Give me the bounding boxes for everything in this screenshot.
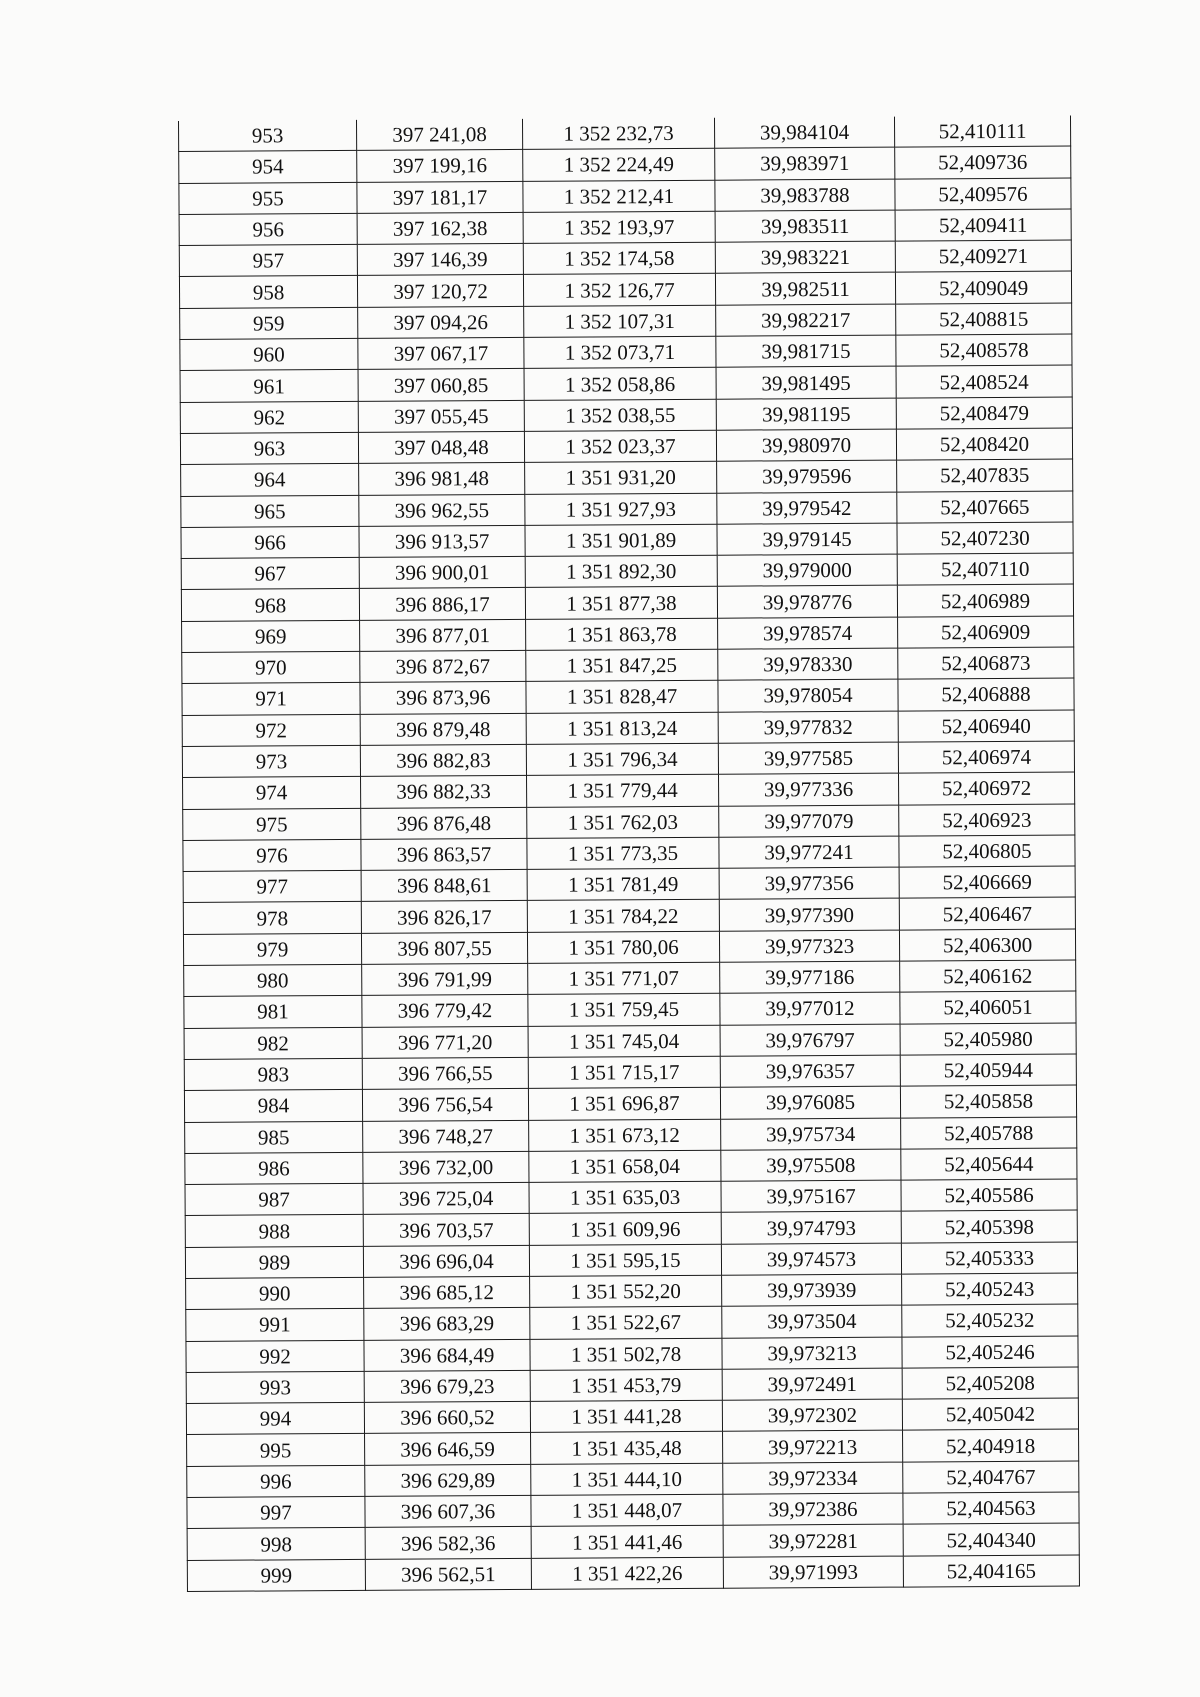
x-coordinate-cell: 397 181,17 <box>357 181 523 213</box>
x-coordinate-cell: 396 826,17 <box>361 901 527 933</box>
longitude-cell: 52,405208 <box>902 1367 1078 1399</box>
longitude-cell: 52,406467 <box>899 897 1075 929</box>
longitude-cell: 52,410111 <box>894 116 1070 148</box>
y-coordinate-cell: 1 352 058,86 <box>524 368 716 400</box>
latitude-cell: 39,979145 <box>717 523 897 555</box>
x-coordinate-cell: 396 725,04 <box>363 1182 529 1214</box>
latitude-cell: 39,971993 <box>723 1556 903 1588</box>
point-number-cell: 981 <box>184 996 362 1028</box>
point-number-cell: 964 <box>181 464 359 496</box>
x-coordinate-cell: 396 913,57 <box>359 525 525 557</box>
y-coordinate-cell: 1 351 453,79 <box>530 1369 722 1401</box>
point-number-cell: 957 <box>179 245 357 277</box>
x-coordinate-cell: 396 807,55 <box>361 932 527 964</box>
latitude-cell: 39,976797 <box>720 1024 900 1056</box>
latitude-cell: 39,973213 <box>722 1337 902 1369</box>
point-number-cell: 976 <box>183 839 361 871</box>
y-coordinate-cell: 1 351 448,07 <box>531 1494 723 1526</box>
longitude-cell: 52,404563 <box>903 1492 1079 1524</box>
y-coordinate-cell: 1 351 435,48 <box>531 1432 723 1464</box>
x-coordinate-cell: 396 582,36 <box>365 1527 531 1559</box>
point-number-cell: 954 <box>179 151 357 183</box>
point-number-cell: 973 <box>182 745 360 777</box>
x-coordinate-cell: 396 629,89 <box>365 1464 531 1496</box>
longitude-cell: 52,404918 <box>903 1429 1079 1461</box>
point-number-cell: 962 <box>180 401 358 433</box>
latitude-cell: 39,977356 <box>719 867 899 899</box>
x-coordinate-cell: 396 981,48 <box>359 463 525 495</box>
longitude-cell: 52,407110 <box>897 553 1073 585</box>
y-coordinate-cell: 1 351 863,78 <box>526 618 718 650</box>
x-coordinate-cell: 396 882,33 <box>361 776 527 808</box>
longitude-cell: 52,407665 <box>897 491 1073 523</box>
point-number-cell: 974 <box>183 777 361 809</box>
x-coordinate-cell: 397 055,45 <box>358 400 524 432</box>
latitude-cell: 39,978574 <box>718 617 898 649</box>
y-coordinate-cell: 1 351 441,28 <box>530 1400 722 1432</box>
latitude-cell: 39,976085 <box>720 1086 900 1118</box>
y-coordinate-cell: 1 352 107,31 <box>524 305 716 337</box>
point-number-cell: 970 <box>182 651 360 683</box>
latitude-cell: 39,983221 <box>715 241 895 273</box>
x-coordinate-cell: 396 886,17 <box>359 588 525 620</box>
longitude-cell: 52,405042 <box>902 1398 1078 1430</box>
y-coordinate-cell: 1 351 877,38 <box>525 587 717 619</box>
point-number-cell: 953 <box>178 120 356 152</box>
point-number-cell: 975 <box>183 808 361 840</box>
y-coordinate-cell: 1 351 422,26 <box>531 1557 723 1589</box>
y-coordinate-cell: 1 352 038,55 <box>524 399 716 431</box>
y-coordinate-cell: 1 352 023,37 <box>524 430 716 462</box>
x-coordinate-cell: 396 683,29 <box>364 1308 530 1340</box>
coordinates-table-body <box>178 116 1079 1592</box>
latitude-cell: 39,972281 <box>723 1524 903 1556</box>
y-coordinate-cell: 1 351 779,44 <box>527 774 719 806</box>
longitude-cell: 52,406669 <box>899 866 1075 898</box>
latitude-cell: 39,977336 <box>719 773 899 805</box>
latitude-cell: 39,982217 <box>716 304 896 336</box>
point-number-cell: 977 <box>183 871 361 903</box>
longitude-cell: 52,409271 <box>895 240 1071 272</box>
point-number-cell: 984 <box>184 1090 362 1122</box>
x-coordinate-cell: 396 848,61 <box>361 870 527 902</box>
latitude-cell: 39,977832 <box>718 711 898 743</box>
point-number-cell: 979 <box>183 933 361 965</box>
longitude-cell: 52,404767 <box>903 1461 1079 1493</box>
y-coordinate-cell: 1 351 444,10 <box>531 1463 723 1495</box>
latitude-cell: 39,981495 <box>716 366 896 398</box>
longitude-cell: 52,405246 <box>902 1336 1078 1368</box>
y-coordinate-cell: 1 351 784,22 <box>527 900 719 932</box>
latitude-cell: 39,977012 <box>720 992 900 1024</box>
longitude-cell: 52,408479 <box>896 397 1072 429</box>
longitude-cell: 52,404165 <box>903 1555 1079 1587</box>
point-number-cell: 982 <box>184 1027 362 1059</box>
latitude-cell: 39,975734 <box>721 1118 901 1150</box>
longitude-cell: 52,406805 <box>899 835 1075 867</box>
x-coordinate-cell: 396 873,96 <box>360 682 526 714</box>
y-coordinate-cell: 1 351 771,07 <box>528 962 720 994</box>
longitude-cell: 52,405980 <box>900 1023 1076 1055</box>
y-coordinate-cell: 1 351 927,93 <box>525 493 717 525</box>
y-coordinate-cell: 1 351 931,20 <box>525 461 717 493</box>
longitude-cell: 52,405243 <box>902 1273 1078 1305</box>
point-number-cell: 959 <box>180 307 358 339</box>
y-coordinate-cell: 1 351 901,89 <box>525 524 717 556</box>
y-coordinate-cell: 1 351 781,49 <box>527 868 719 900</box>
y-coordinate-cell: 1 352 212,41 <box>523 180 715 212</box>
y-coordinate-cell: 1 351 773,35 <box>527 837 719 869</box>
latitude-cell: 39,979596 <box>717 460 897 492</box>
x-coordinate-cell: 396 791,99 <box>362 963 528 995</box>
x-coordinate-cell: 396 771,20 <box>362 1026 528 1058</box>
longitude-cell: 52,404340 <box>903 1523 1079 1555</box>
longitude-cell: 52,408815 <box>896 303 1072 335</box>
point-number-cell: 966 <box>181 526 359 558</box>
y-coordinate-cell: 1 351 759,45 <box>528 994 720 1026</box>
point-number-cell: 992 <box>186 1340 364 1372</box>
point-number-cell: 995 <box>187 1434 365 1466</box>
latitude-cell: 39,977585 <box>718 742 898 774</box>
x-coordinate-cell: 396 882,83 <box>360 744 526 776</box>
y-coordinate-cell: 1 351 892,30 <box>525 555 717 587</box>
table-row <box>187 1555 1079 1592</box>
point-number-cell: 989 <box>185 1246 363 1278</box>
x-coordinate-cell: 396 962,55 <box>359 494 525 526</box>
y-coordinate-cell: 1 351 658,04 <box>529 1150 721 1182</box>
x-coordinate-cell: 397 241,08 <box>356 119 522 151</box>
point-number-cell: 960 <box>180 338 358 370</box>
point-number-cell: 987 <box>185 1183 363 1215</box>
point-number-cell: 969 <box>182 620 360 652</box>
x-coordinate-cell: 396 679,23 <box>364 1370 530 1402</box>
x-coordinate-cell: 397 048,48 <box>358 431 524 463</box>
x-coordinate-cell: 396 660,52 <box>364 1402 530 1434</box>
longitude-cell: 52,406162 <box>900 960 1076 992</box>
x-coordinate-cell: 396 562,51 <box>365 1558 531 1590</box>
point-number-cell: 972 <box>182 714 360 746</box>
latitude-cell: 39,972491 <box>722 1368 902 1400</box>
longitude-cell: 52,406909 <box>898 616 1074 648</box>
longitude-cell: 52,409576 <box>895 178 1071 210</box>
latitude-cell: 39,981715 <box>716 335 896 367</box>
latitude-cell: 39,978776 <box>717 586 897 618</box>
x-coordinate-cell: 396 703,57 <box>363 1214 529 1246</box>
point-number-cell: 965 <box>181 495 359 527</box>
latitude-cell: 39,981195 <box>716 398 896 430</box>
y-coordinate-cell: 1 351 552,20 <box>530 1275 722 1307</box>
x-coordinate-cell: 396 685,12 <box>364 1276 530 1308</box>
longitude-cell: 52,405232 <box>902 1304 1078 1336</box>
longitude-cell: 52,409049 <box>895 272 1071 304</box>
x-coordinate-cell: 396 646,59 <box>365 1433 531 1465</box>
x-coordinate-cell: 396 696,04 <box>363 1245 529 1277</box>
longitude-cell: 52,405333 <box>901 1242 1077 1274</box>
x-coordinate-cell: 397 094,26 <box>358 306 524 338</box>
y-coordinate-cell: 1 352 126,77 <box>523 274 715 306</box>
latitude-cell: 39,977241 <box>719 836 899 868</box>
latitude-cell: 39,975508 <box>721 1149 901 1181</box>
point-number-cell: 986 <box>185 1152 363 1184</box>
latitude-cell: 39,983971 <box>715 147 895 179</box>
point-number-cell: 956 <box>179 213 357 245</box>
y-coordinate-cell: 1 351 595,15 <box>529 1244 721 1276</box>
latitude-cell: 39,977079 <box>719 805 899 837</box>
latitude-cell: 39,975167 <box>721 1180 901 1212</box>
latitude-cell: 39,977186 <box>720 961 900 993</box>
y-coordinate-cell: 1 352 174,58 <box>523 242 715 274</box>
latitude-cell: 39,972213 <box>723 1431 903 1463</box>
x-coordinate-cell: 396 879,48 <box>360 713 526 745</box>
longitude-cell: 52,406888 <box>898 678 1074 710</box>
latitude-cell: 39,982511 <box>715 273 895 305</box>
longitude-cell: 52,406923 <box>899 804 1075 836</box>
longitude-cell: 52,408420 <box>896 428 1072 460</box>
y-coordinate-cell: 1 351 609,96 <box>529 1213 721 1245</box>
y-coordinate-cell: 1 351 813,24 <box>526 712 718 744</box>
longitude-cell: 52,407230 <box>897 522 1073 554</box>
x-coordinate-cell: 396 779,42 <box>362 995 528 1027</box>
longitude-cell: 52,405944 <box>900 1054 1076 1086</box>
y-coordinate-cell: 1 352 193,97 <box>523 211 715 243</box>
x-coordinate-cell: 396 766,55 <box>362 1057 528 1089</box>
x-coordinate-cell: 396 872,67 <box>360 650 526 682</box>
y-coordinate-cell: 1 351 635,03 <box>529 1181 721 1213</box>
latitude-cell: 39,972386 <box>723 1493 903 1525</box>
y-coordinate-cell: 1 351 715,17 <box>528 1056 720 1088</box>
latitude-cell: 39,984104 <box>714 117 894 149</box>
longitude-cell: 52,405644 <box>901 1148 1077 1180</box>
longitude-cell: 52,407835 <box>897 459 1073 491</box>
x-coordinate-cell: 396 748,27 <box>363 1120 529 1152</box>
y-coordinate-cell: 1 351 441,46 <box>531 1526 723 1558</box>
latitude-cell: 39,978054 <box>718 679 898 711</box>
point-number-cell: 985 <box>185 1121 363 1153</box>
latitude-cell: 39,974793 <box>721 1211 901 1243</box>
longitude-cell: 52,406940 <box>898 710 1074 742</box>
longitude-cell: 52,405586 <box>901 1179 1077 1211</box>
latitude-cell: 39,979542 <box>717 492 897 524</box>
longitude-cell: 52,409411 <box>895 209 1071 241</box>
longitude-cell: 52,408578 <box>896 334 1072 366</box>
longitude-cell: 52,406972 <box>898 772 1074 804</box>
point-number-cell: 971 <box>182 683 360 715</box>
y-coordinate-cell: 1 351 696,87 <box>528 1087 720 1119</box>
longitude-cell: 52,405788 <box>901 1117 1077 1149</box>
point-number-cell: 958 <box>179 276 357 308</box>
point-number-cell: 993 <box>186 1371 364 1403</box>
x-coordinate-cell: 397 162,38 <box>357 212 523 244</box>
x-coordinate-cell: 397 067,17 <box>358 337 524 369</box>
x-coordinate-cell: 397 199,16 <box>357 150 523 182</box>
point-number-cell: 988 <box>185 1215 363 1247</box>
point-number-cell: 999 <box>187 1559 365 1591</box>
x-coordinate-cell: 397 120,72 <box>357 275 523 307</box>
longitude-cell: 52,406051 <box>900 991 1076 1023</box>
longitude-cell: 52,405398 <box>901 1210 1077 1242</box>
x-coordinate-cell: 396 732,00 <box>363 1151 529 1183</box>
point-number-cell: 967 <box>181 558 359 590</box>
latitude-cell: 39,973504 <box>722 1305 902 1337</box>
latitude-cell: 39,972302 <box>722 1399 902 1431</box>
point-number-cell: 968 <box>181 589 359 621</box>
longitude-cell: 52,406989 <box>897 584 1073 616</box>
x-coordinate-cell: 396 877,01 <box>360 619 526 651</box>
latitude-cell: 39,978330 <box>718 648 898 680</box>
x-coordinate-cell: 396 607,36 <box>365 1495 531 1527</box>
x-coordinate-cell: 397 146,39 <box>357 244 523 276</box>
point-number-cell: 955 <box>179 182 357 214</box>
y-coordinate-cell: 1 351 847,25 <box>526 649 718 681</box>
point-number-cell: 997 <box>187 1496 365 1528</box>
latitude-cell: 39,980970 <box>716 429 896 461</box>
point-number-cell: 961 <box>180 370 358 402</box>
point-number-cell: 998 <box>187 1528 365 1560</box>
longitude-cell: 52,406300 <box>899 929 1075 961</box>
y-coordinate-cell: 1 351 828,47 <box>526 681 718 713</box>
point-number-cell: 980 <box>184 964 362 996</box>
y-coordinate-cell: 1 351 762,03 <box>527 806 719 838</box>
coordinates-table <box>178 116 1080 1592</box>
y-coordinate-cell: 1 352 232,73 <box>522 118 714 150</box>
latitude-cell: 39,983511 <box>715 210 895 242</box>
point-number-cell: 990 <box>186 1277 364 1309</box>
y-coordinate-cell: 1 352 224,49 <box>523 149 715 181</box>
latitude-cell: 39,972334 <box>723 1462 903 1494</box>
y-coordinate-cell: 1 351 796,34 <box>526 743 718 775</box>
y-coordinate-cell: 1 351 502,78 <box>530 1338 722 1370</box>
y-coordinate-cell: 1 351 780,06 <box>527 931 719 963</box>
x-coordinate-cell: 396 900,01 <box>359 557 525 589</box>
y-coordinate-cell: 1 352 073,71 <box>524 336 716 368</box>
latitude-cell: 39,973939 <box>722 1274 902 1306</box>
longitude-cell: 52,406873 <box>898 647 1074 679</box>
point-number-cell: 994 <box>186 1403 364 1435</box>
longitude-cell: 52,408524 <box>896 365 1072 397</box>
point-number-cell: 963 <box>180 432 358 464</box>
y-coordinate-cell: 1 351 745,04 <box>528 1025 720 1057</box>
y-coordinate-cell: 1 351 673,12 <box>529 1119 721 1151</box>
longitude-cell: 52,409736 <box>895 146 1071 178</box>
point-number-cell: 996 <box>187 1465 365 1497</box>
latitude-cell: 39,977323 <box>719 930 899 962</box>
x-coordinate-cell: 396 863,57 <box>361 838 527 870</box>
latitude-cell: 39,979000 <box>717 554 897 586</box>
latitude-cell: 39,977390 <box>719 899 899 931</box>
point-number-cell: 991 <box>186 1309 364 1341</box>
x-coordinate-cell: 396 876,48 <box>361 807 527 839</box>
x-coordinate-cell: 396 684,49 <box>364 1339 530 1371</box>
point-number-cell: 983 <box>184 1058 362 1090</box>
latitude-cell: 39,983788 <box>715 179 895 211</box>
x-coordinate-cell: 397 060,85 <box>358 369 524 401</box>
longitude-cell: 52,406974 <box>898 741 1074 773</box>
latitude-cell: 39,976357 <box>720 1055 900 1087</box>
x-coordinate-cell: 396 756,54 <box>362 1089 528 1121</box>
latitude-cell: 39,974573 <box>721 1243 901 1275</box>
longitude-cell: 52,405858 <box>900 1085 1076 1117</box>
y-coordinate-cell: 1 351 522,67 <box>530 1306 722 1338</box>
point-number-cell: 978 <box>183 902 361 934</box>
